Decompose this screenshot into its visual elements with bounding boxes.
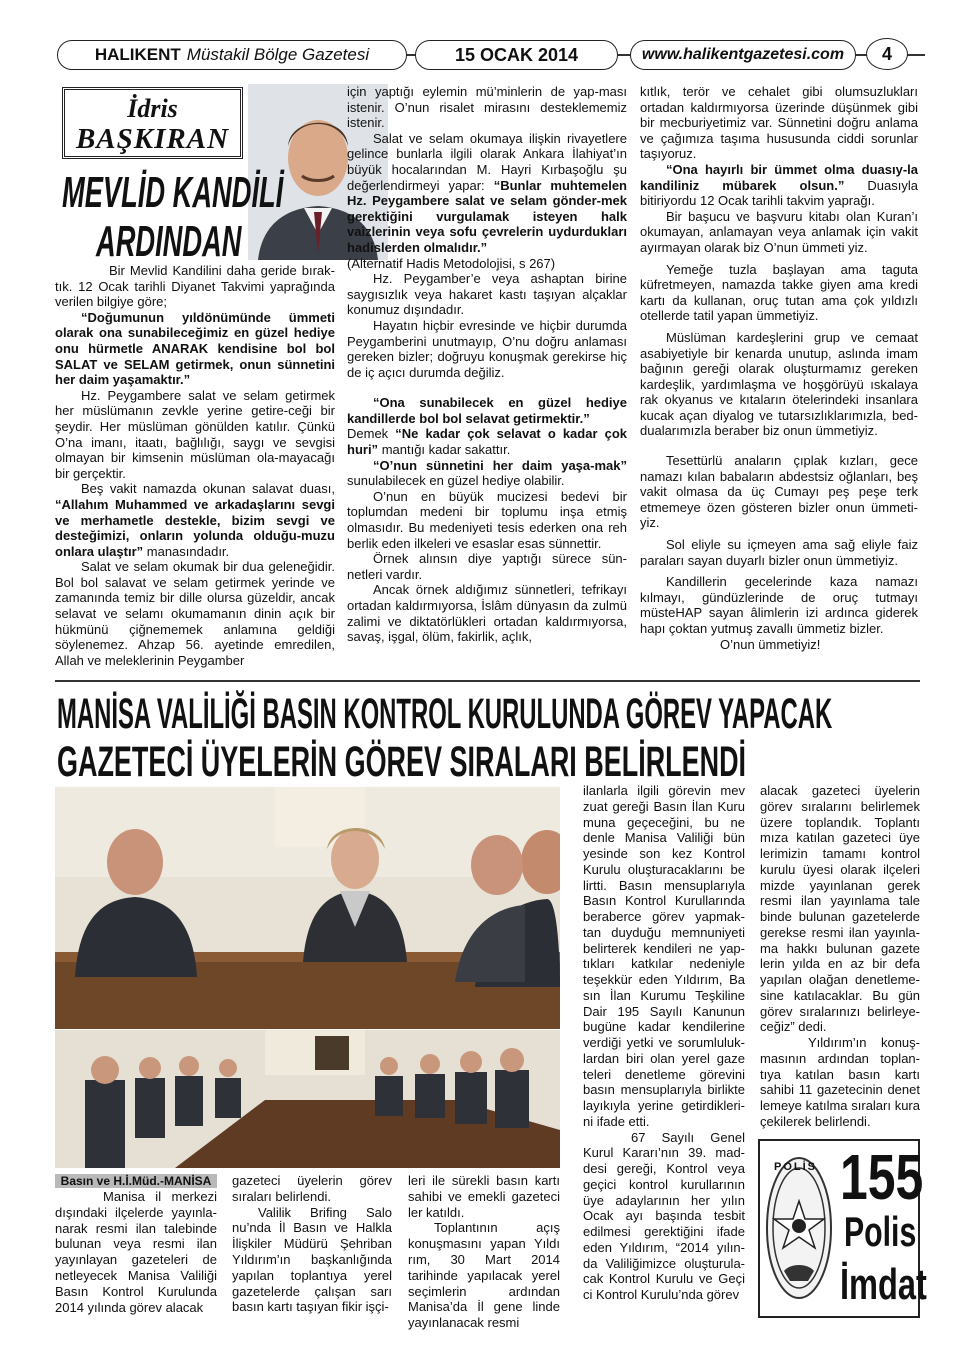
paper-subtitle: Müstakil Bölge Gazetesi [186,45,370,64]
website-link[interactable]: www.halikentgazetesi.com [641,46,845,63]
citation: (Alternatif Hadis Metodolojisi, s 267) [347,255,556,271]
paragraph: Toplantının açış konuşmasını yapan Yıldı rım, 30 Mart 2014 tarihinde yapılacak yerel seçimlerin ardından Manisa’da İl gene linde yayınlanacak resmi [408,1220,560,1331]
quote: “Doğumunun yıldönümünde ümmeti olarak ona sunabileceğimiz en güzel hediye onu hürmetle ANARAK kendisine bol bol SALAT ve SELAM getirmek, onun sünnetini her daim yaşamaktır.” [55,309,335,388]
quote: “Ona hayırlı bir ümmet olma duasıy-la kandiliniz mübarek olsun.” [640,161,918,193]
police-ad [758,1139,927,1318]
article2-column-c [408,1173,560,1331]
paragraph: Yıldırım’ın konuş-masının ardından toplan-tıya katılan basın kartı sahibi 11 gazetecinin denet lemeye katılma sıraları kura çekilerek belirlendi. [760,1035,920,1129]
page-number-pill [866,38,908,70]
text: sunulabilecek en güzel hediye olabilir. [347,473,565,489]
paragraph: Ancak örnek aldığımız sünnetleri, tefrikayı ortadan kaldırmıyorsa, İslâm dünyasın da zulmü zalimi ve diktatörlükleri ortadan kaldırmıyorsa, savaş, işgal, ölüm, fakirlik, açlık, [347,582,627,645]
quote-paragraph [347,395,627,426]
date-pill [415,40,618,70]
article1-column3 [640,84,918,652]
article2-column-e [760,783,920,1130]
ad-word-polis: Polis [844,1208,917,1255]
paragraph: Manisa il merkezi dışındaki ilçelerde yayınla-narak resmi ilan talebinde bulunan veya resmi ilan yayınlayan gazeteleri de netleyecek Manisa Valiliği Basın Kontrol Kurulunda 2014 yılında görev alacak [55,1189,217,1315]
paragraph: Hz. Peygambere salat ve selam getirmek her müslümanın zevkle yerine getire-ceği bir şeydir. Her müslüman gönülden katılır. Çünkü O’na imanı, itaatı, bağlılığı, saygı ve sevgisi olmayan bir kimsenin müslüman ola-mayacağı bir gerçektir. [55,387,335,481]
paragraph: Tesettürlü anaların çıplak kızları, gece namazı kılan babaların abdestsiz oğlanları, beş vakit olmasa da üç Cumayı peş peşe terk etmemeye özen gösteren bizler onun ümmeti-yiz. [640,453,918,531]
paragraph: Hayatın hiçbir evresinde ve hiçbir durumda Peygamberini unutmayıp, O’nu doğru anlaması gereken bizler; doğruyu konuşmak gerekirse hiç de iç açıcı durumda değiliz. [347,317,627,380]
paragraph: kıtlık, terör ve cehalet gibi olumsuzlukları ortadan kaldırmıyorsa üzerinde düşünmek gibi bir mecburiyetimiz var. Sünnetini doğru anlama ve çağımıza taşıma hususunda ciddi sorunlar taşıyoruz. [640,84,918,162]
quote: “Allahım Muhammed ve arkadaşlarını sevgi ve merhametle destekle, bizim sevgi ve desteğimizi, onların yolunda olduğu-muzu onlara ulaştır” [55,496,335,559]
paragraph: Müslüman kardeşlerini grup ve cemaat asabiyetiyle bir kenarda unutup, aslında imam bağının gereği olarak oluşturmamız gereken kardeşlik, yardımlaşma ve hoşgörüyü ıskalaya rak okyanus ve kıtaların ötelerindeki insanlara kucak açan diyalog ve tutarsızlıklarımızla, bed-dualarımızla beraber biz onun ümmetiyiz. [640,329,918,439]
author-last-name: BAŞKIRAN [75,123,230,155]
paragraph: Kandillerin gecelerinde kaza namazı kılmayı, gündüzlerinde de oruç tutmayı müsteHAP sayan âlimlerin izi ardınca giderek hapı çoktan yutmuş zavallı ümmetiz bizler. [640,574,918,636]
paragraph: Hz. Peygamber’e veya ashaptan birine saygısızlık veya hakaret kastı taşıyan alçaklar konumuz dışındadır. [347,271,627,318]
byline [55,1174,217,1188]
meeting-photo-top [55,787,560,1029]
article2-column-d [583,783,745,1303]
ad-number: 155 [840,1141,924,1213]
paragraph-with-quote [347,458,627,489]
paragraph: leri ile sürekli basın kartı sahibi ve emekli gazeteci ler katıldı. [408,1173,560,1220]
article-title-line2: ARDINDAN [96,217,242,266]
paragraph: Sol eliyle su içmeyen ama sağ eliyle faiz paraları sayan duyarlı bizler onun ümmetiyiz. [640,537,918,568]
article2-column-b [232,1173,392,1315]
article-title-line1: MEVLİD KANDİLİ [62,168,284,217]
page-number: 4 [881,43,892,64]
paragraph: ilanlarla ilgili görevin mev zuat gereği Basın İlan Kuru muna geçeceğini, bu ne denle Manisa Valiliği bün yesinde son kez Kontrol Kurulu oluşturacaklarını be lirtti. Basın mensuplarıyla Basın Kontrol Kurullarında beraberce görev yapmak-tan duyduğu memnuniyeti belirterek kendileri ne yap-tıkları katkılar nedeniyle teşekkür eden Yıldırım, Ba sın İlan Kurumu Teşkiline Dair 195 Sayılı Kanunun bugüne kadar kendilerine verdiği yetki ve sorumluluk-lardan biri olan yerel gaze teleri denetleme görevini basın mensuplarıyla birlikte layıkıyla yerine getirdikleri-ni ifade etti. [583,783,745,1129]
paragraph: gazeteci üyelerin görev sıraları belirlendi. [232,1173,392,1204]
paragraph: Valilik Brifing Salo nu’nda İl Basın ve Halkla İlişkiler Müdürü Şehriban Yıldırım’ın başkanlığında yapılan toplantıya yerel gazetelerde çalışan sarı basın kartı taşıyan fikir işçi- [232,1204,392,1315]
author-box [62,87,243,159]
paragraph-with-quote [347,426,627,457]
text: mantığı kadar sakattır. [381,442,511,458]
quote: “Bunlar muhtemelen Hz. Peygambere salat ve selam gönder-mek gerektiğini vurgulamak isteyen halk vaizlerinin veya sofu çevrelerin uydurdukları hadislerden olmalıdır.” [347,177,628,255]
text: manasındadır. [146,543,230,559]
paper-name-pill [57,40,407,70]
byline-text: Basın ve H.İ.Müd.-MANİSA [60,1174,212,1188]
paragraph: alacak gazeteci üyelerin görev sıralarını belirlemek üzere toplandık. Toplantı mıza katılan gazeteci üye lerimizin tamamı kontrol kurulu üyesi olarak ilçeleri mizde yayınlanan gerek resmi ilan yayınlama tale binde bulunan gazetelerde gerekse resmi ilan yayınla-ma hakkı bulunan gazete lerin yılda en az bir defa yapılan olağan denetleme-sine katılacaklar. Bu gün görev sıralarınızı belirleye-ceğiz” dedi. [760,783,920,1035]
text: Beş vakit namazda okunan salavat duası, [81,481,335,497]
author-first-name: İdris [127,94,178,123]
ad-word-imdat: İmdat [840,1260,927,1309]
headline-line1: MANİSA VALİLİĞİ BASIN KONTROL KURULUNDA GÖREV YAPACAK [57,690,833,738]
quote: “Ona sunabilecek en güzel hediye kandillerde bol bol selavat getirmektir.” [347,395,627,426]
paragraph-with-quote [640,162,918,209]
text: Salat ve selam okumaya ilişkin rivayetlere gelince bunlarla ilgili olarak Ankara İlahiyat’ın büyük hocalarından M. Hayri Kırbaşoğlu şu değerlendirmeyi yapar: [347,130,627,193]
text: Demek [347,426,389,442]
quote: “O’nun sünnetini her daim yaşa-mak” [373,457,627,473]
paragraph: için yaptığı eylemin mü’minlerin de yap-ması istenir. O’nun risalet mirasını desteklememiz istenir. [347,84,627,131]
section-divider [55,680,920,682]
quote: “Ne kadar çok selavat o kadar çok huri” [347,426,627,458]
paragraph: O’nun en büyük mucizesi bedevi bir toplumdan medeni bir toplumu inşa etmiş olmasıdır. Bu medeniyeti tesis ederken ona reh berlik eden ilkeleri ve esaslar esas sünnettir. [347,488,627,551]
meeting-photo-bottom [55,1030,560,1168]
paper-name: HALIKENT [94,45,181,64]
article2-column-a [55,1189,217,1315]
paragraph: Salat ve selam okumak bir dua geleneğidir. Bol bol salavat ve selam getirmek yerinde ve zamanında temiz bir dille olursa güzeldir, ancak selavat ve selamı okumamanın dinin açık bir hükmünü çiğnememek anlamına geldiği söylenemez. Ahzap 56. ayetinde emredilen, Allah ve meleklerinin Peygamber [55,559,335,668]
paragraph: 67 Sayılı Genel Kurul Kararı’nın 39. mad-desi gereği, Kontrol veya geçici kontrol kurullarının üye adaylarının her yılın Ocak ayı başında tesbit edilmesi gerektiğini ifade eden Yıldırım, “2014 yılın-da Valiliğimizce oluşturula-cak Kontrol Kurulu ve Geçi ci Kontrol Kurulu’nda görev [583,1129,745,1302]
issue-date: 15 OCAK 2014 [454,44,579,65]
police-badge-icon [764,1153,834,1303]
paragraph: Yemeğe tuzla başlayan ama taguta küfretmeyen, namazda takke giyen ama kredi kartı da kullanan, oruç tutan ama çok yıldızlı otellerde tatil yapan ümmetiyiz. [640,261,918,324]
badge-label: POLİS [774,1161,818,1173]
quote-paragraph [55,310,335,388]
paragraph: Bir Mevlid Kandilini daha geride bırak-tık. 12 Ocak tarihli Diyanet Takvimi yaprağında verilen bilgiye göre; [55,263,335,310]
article1-column1 [55,263,335,668]
text: Duasıyla bitiriyordu 12 Ocak tarihli takvim yaprağı. [640,177,918,209]
paragraph-with-quote [55,481,335,559]
paragraph: O’nun ümmetiyiz! [720,636,821,652]
website-pill[interactable] [630,40,856,70]
paragraph: Örnek alınsın diye yaptığı sürece sün-netleri vardır. [347,551,627,582]
paragraph: Bir başucu ve başvuru kitabı olan Kuran’ı okumayan, anlamayan veya anlamak için vakit ayırmayan olarak biz O’nun ümmeti yiz. [640,208,918,255]
headline-line2: GAZETECİ ÜYELERİN GÖREV SIRALARI BELİRLENDİ [57,738,747,786]
paragraph-with-quote [347,131,627,256]
article1-column2 [347,84,627,645]
